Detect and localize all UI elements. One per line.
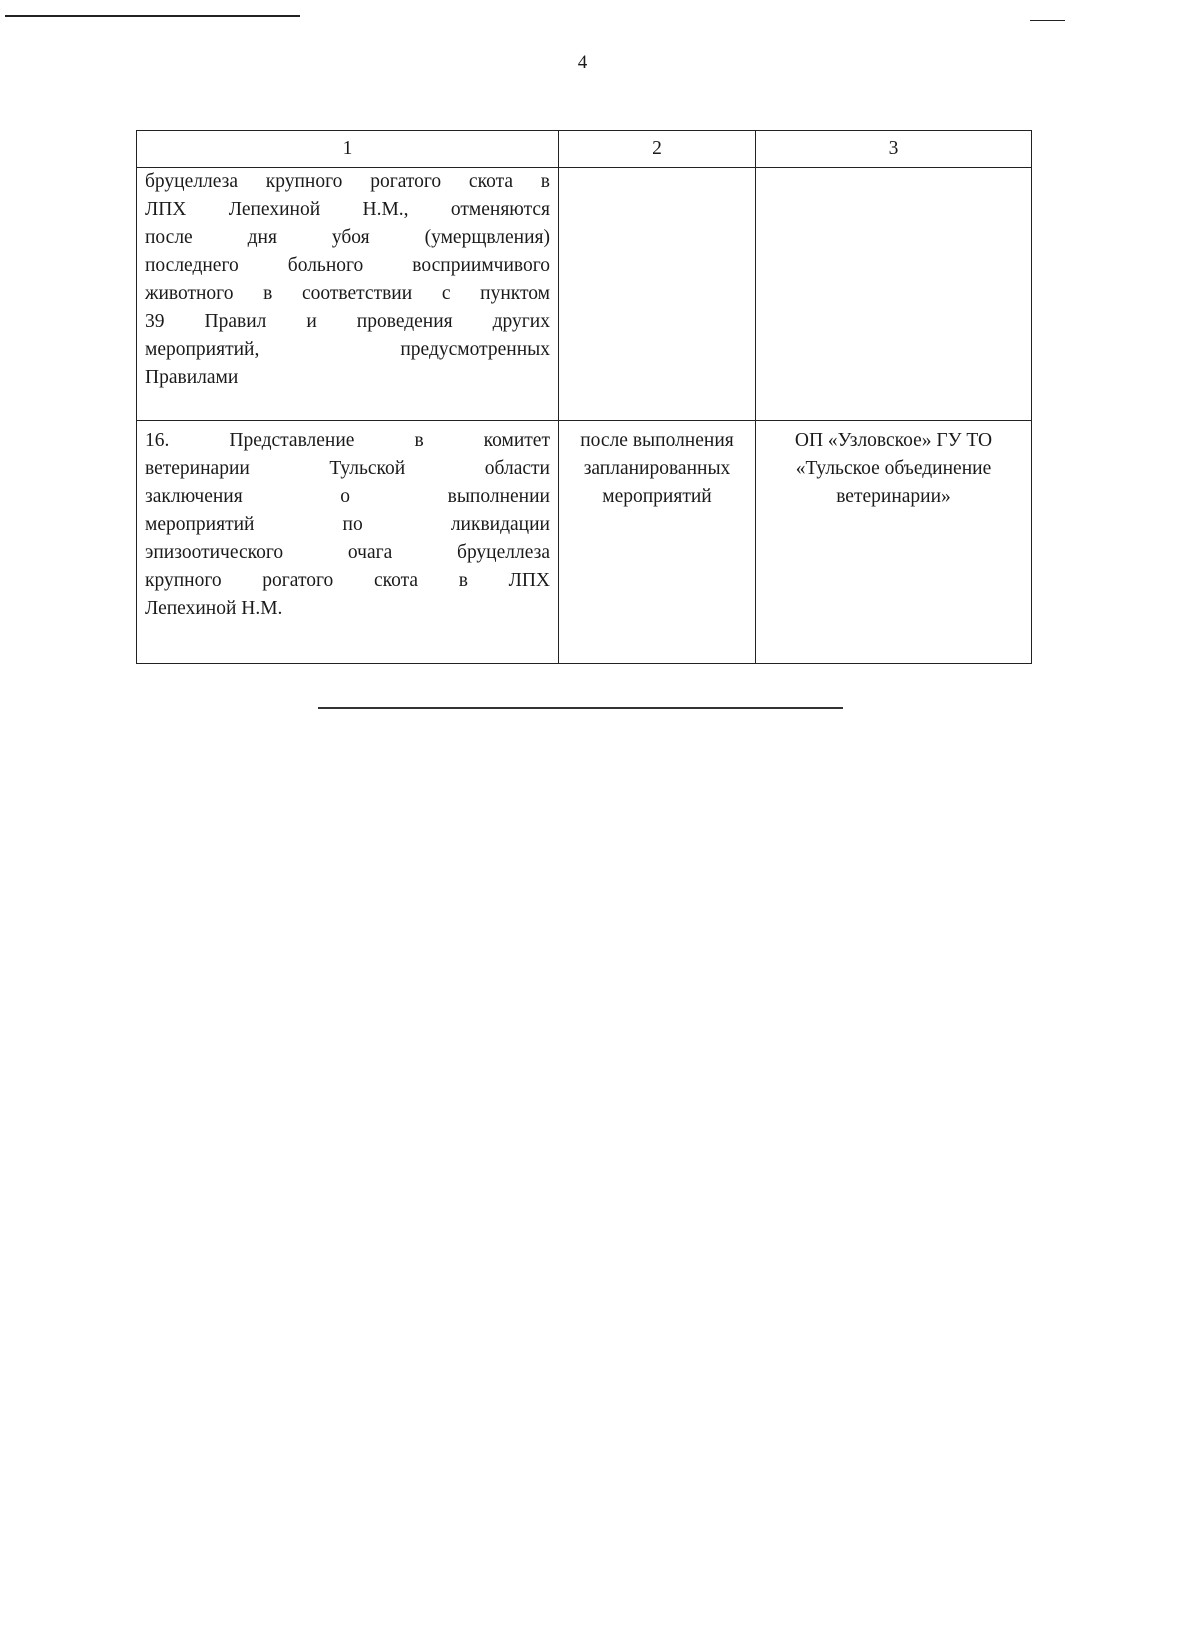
header-col-1: 1 [137, 131, 559, 168]
text-line: мероприятий, предусмотренных [145, 339, 550, 360]
cell-measure [137, 168, 559, 421]
cell-deadline [559, 421, 756, 664]
page-number: 4 [577, 52, 588, 73]
text-line: последнего больного восприимчивого [145, 255, 550, 276]
table-header-row [137, 131, 1032, 168]
header-col-3: 3 [756, 131, 1032, 168]
text-line: животного в соответствии с пунктом [145, 283, 550, 304]
measures-table [136, 130, 1032, 664]
text-line: мероприятий [602, 486, 712, 507]
cell-responsible [756, 421, 1032, 664]
text-line: заключения о выполнении [145, 486, 550, 507]
text-line: запланированных [583, 458, 731, 479]
cell-deadline [559, 168, 756, 421]
text-line: после дня убоя (умерщвления) [145, 227, 550, 248]
text-line: после выполнения [580, 430, 734, 451]
header-col-2: 2 [559, 131, 756, 168]
text-line: 39 Правил и проведения других [145, 311, 550, 332]
text-line: ветеринарии Тульской области [145, 458, 550, 479]
text-line: «Тульское объединение [795, 458, 992, 479]
text-line: ЛПХ Лепехиной Н.М., отменяются [145, 199, 550, 220]
text-line: Лепехиной Н.М. [145, 598, 283, 619]
text-line: мероприятий по ликвидации [145, 514, 550, 535]
text-line: крупного рогатого скота в ЛПХ [145, 570, 550, 591]
scan-artifact-line [1030, 20, 1065, 21]
cell-responsible [756, 168, 1032, 421]
scan-artifact-line [5, 15, 300, 17]
text-line: ветеринарии» [836, 486, 951, 507]
text-line: бруцеллеза крупного рогатого скота в [145, 171, 550, 192]
text-line: эпизоотического очага бруцеллеза [145, 542, 550, 563]
text-line: ОП «Узловское» ГУ ТО [794, 430, 993, 451]
text-line: Правилами [145, 367, 239, 388]
table-row [137, 421, 1032, 664]
end-separator-line [318, 707, 843, 709]
text-line: 16. Представление в комитет [145, 430, 550, 451]
cell-measure [137, 421, 559, 664]
table-row [137, 168, 1032, 421]
